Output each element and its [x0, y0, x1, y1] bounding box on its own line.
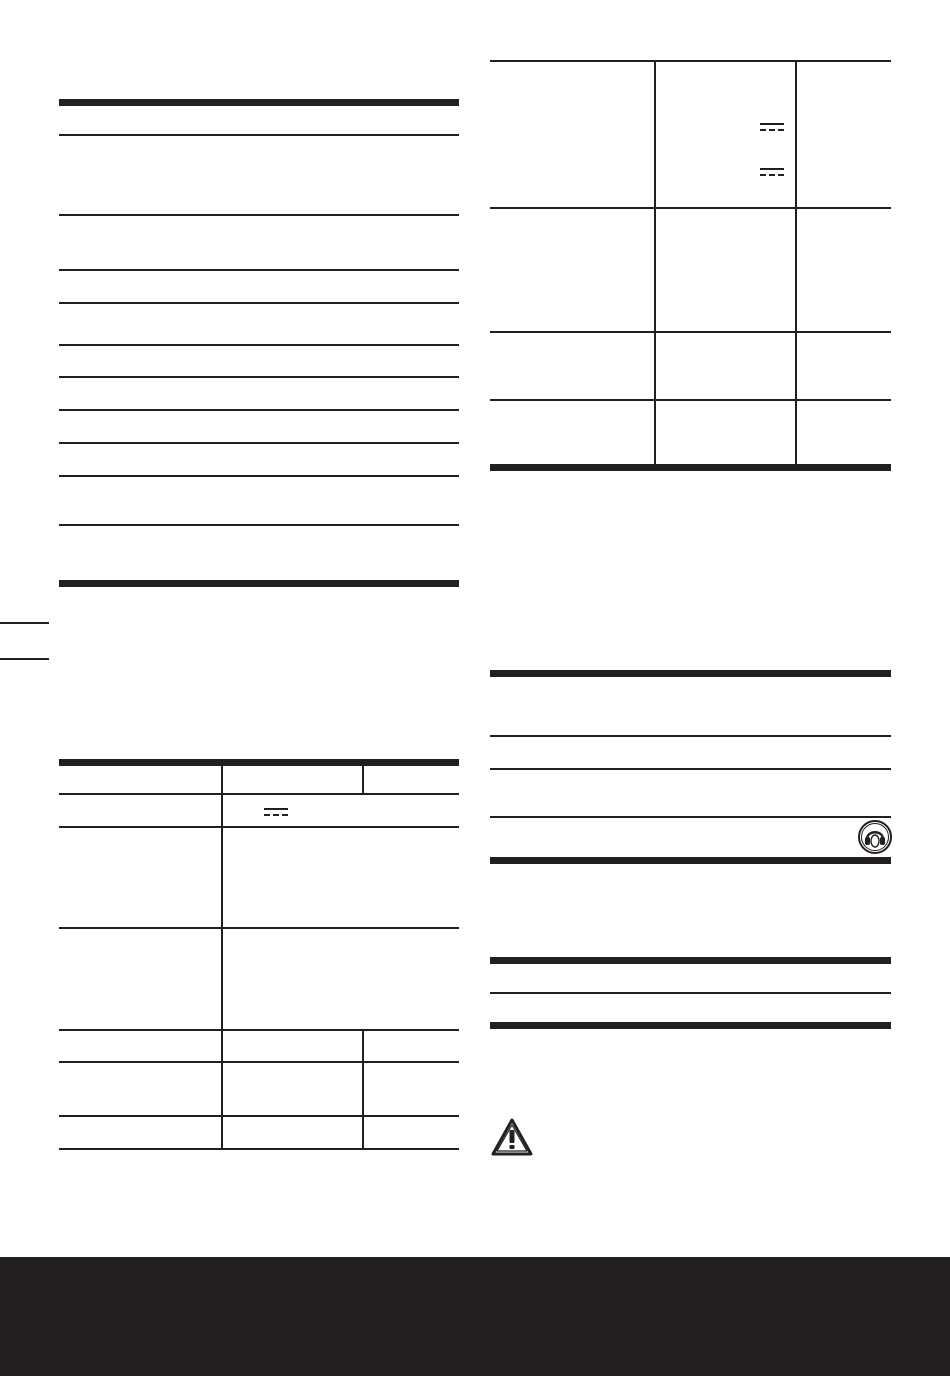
table-row-divider	[59, 1029, 459, 1031]
table-top-rule	[59, 759, 459, 766]
table-row-divider	[59, 376, 459, 378]
table-row-divider	[59, 344, 459, 346]
table-top-rule	[59, 99, 459, 106]
table-row-divider	[59, 1115, 459, 1117]
table-bottom-rule	[59, 580, 459, 587]
page-footer-bar	[0, 1257, 950, 1376]
table-row-divider	[59, 409, 459, 411]
table-row-divider	[59, 214, 459, 216]
ear-protection-icon	[858, 820, 892, 854]
table-top-rule	[490, 957, 891, 964]
table-row-divider	[490, 207, 891, 209]
table-top-rule	[490, 60, 891, 62]
table-row-divider	[59, 927, 459, 929]
tab-marker-line	[0, 622, 49, 624]
tab-marker-line	[0, 658, 49, 660]
table-row-divider	[59, 269, 459, 271]
table-row-divider	[59, 134, 459, 136]
table-row-divider	[59, 302, 459, 304]
table-row-divider	[490, 768, 891, 770]
table-row-divider	[490, 399, 891, 401]
table-row-divider	[59, 524, 459, 526]
column-divider	[362, 762, 364, 794]
table-row-divider	[59, 442, 459, 444]
table-bottom-rule	[490, 1022, 891, 1029]
table-row-divider	[59, 826, 459, 828]
dc-current-symbol-icon	[264, 807, 288, 817]
table-row-divider	[59, 793, 459, 795]
column-divider	[654, 60, 656, 466]
table-bottom-rule	[490, 464, 891, 471]
table-row-divider	[490, 331, 891, 333]
table-row-divider	[490, 992, 891, 994]
dc-current-symbol-icon	[760, 122, 784, 132]
column-divider	[221, 762, 223, 1150]
table-top-rule	[490, 670, 891, 677]
table-row-divider	[490, 735, 891, 737]
dc-current-symbol-icon	[760, 167, 784, 177]
table-row-divider	[59, 1061, 459, 1063]
table-row-divider	[490, 816, 891, 818]
table-row-divider	[59, 475, 459, 477]
table-bottom-rule	[490, 857, 891, 864]
warning-triangle-icon	[490, 1117, 534, 1157]
table-bottom-rule	[59, 1148, 459, 1150]
column-divider	[795, 60, 797, 466]
column-divider	[362, 1029, 364, 1149]
